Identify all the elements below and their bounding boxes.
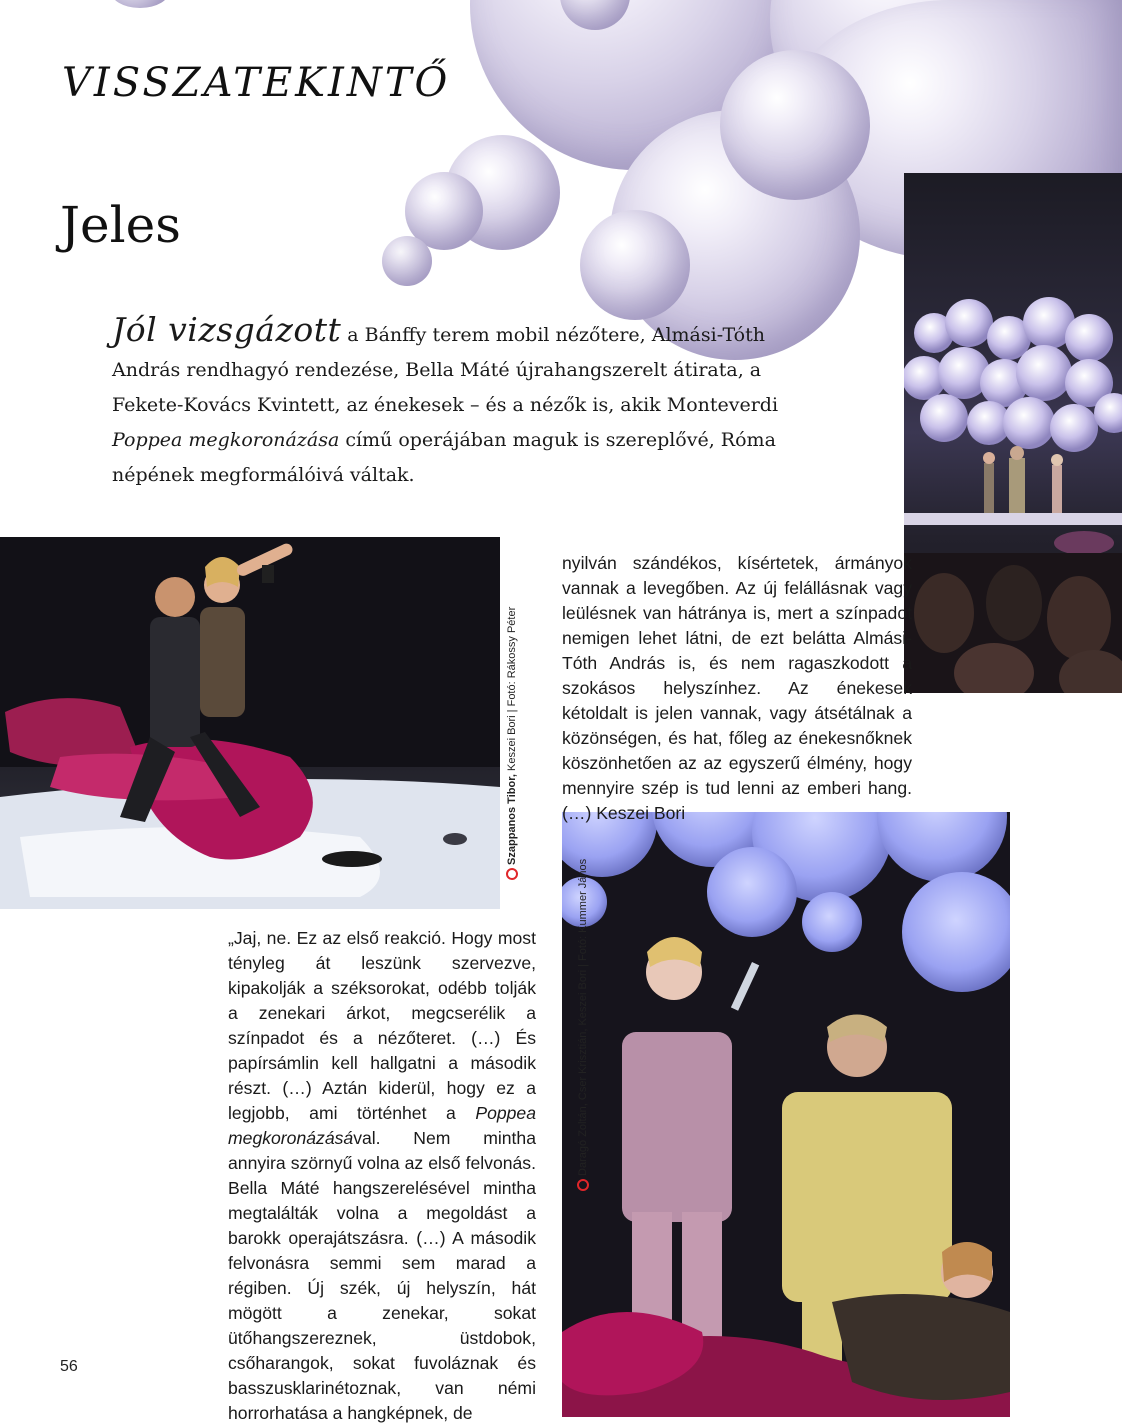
stage-photo-art — [904, 173, 1122, 693]
article-text-cont: val. Nem mintha annyira szörnyű volna az első felvonás. Bella Máté hangszerelésével mintha megtalálták volna a megoldást a barokk operajátszásra. (…) A második felvonásra semmi sem marad a régiben. Új szék, új helyszín, hát mögött a zenekar, sokat ütőhangszereznek, üstdobok, csőharangok, sokat fuvoláznak és basszusklarinétoznak, van némi horrorhatása a hangképnek, de — [228, 1128, 536, 1423]
lead-text: a Bánffy terem mobil nézőtere, Almási-Tóth András rendhagyó rendezése, Bella Máté újrahangszerelt átirata, a Fekete-Kovács Kvintett, az énekesek – és a nézők is, akik Monteverdi — [112, 324, 779, 416]
lead-paragraph — [112, 312, 802, 493]
stage-photo-dagger — [562, 812, 1010, 1417]
bottom-photo-caption-text: Daragó Zoltán, Cser Krisztián, Keszei Bori | Fotó: Kummer János — [577, 858, 589, 1176]
left-photo-caption — [506, 596, 518, 884]
caption-marker-icon — [577, 1179, 589, 1191]
section-label: VISSZATEKINTŐ — [62, 60, 451, 106]
lead-emphasis: Jól vizsgázott — [112, 310, 342, 349]
selfie-photo-art — [0, 537, 500, 909]
bottom-photo-caption — [577, 858, 589, 1195]
left-photo-caption-text: Keszei Bori | Fotó: Rákossy Péter — [506, 606, 518, 775]
article-title: Jeles — [60, 196, 181, 254]
dagger-photo-art — [562, 812, 1010, 1417]
lead-work-title: Poppea megkoronázása — [112, 429, 340, 451]
article-column-left — [228, 926, 536, 1426]
article-column-right: nyilván szándékos, kísértetek, ármányok vannak a levegőben. Az új felállásnak vagy leülésnek van hátránya is, mert a színpadot nemigen lehet látni, de ezt belátta Almási-Tóth András is, és nem ragaszkodott a szokásos helyszínhez. Az énekesek kétoldalt is jelen vannak, vagy átsétálnak a közönségen, és hat, főleg az énekesnőknek köszönhetően az az egyszerű élmény, hogy mennyire szép is tud lenni az emberi hang. (…) Keszei Bori — [562, 553, 912, 823]
stage-photo-selfie — [0, 537, 500, 909]
stage-photo-balloons — [904, 173, 1122, 693]
lead-text-end: című operájában maguk is szereplővé, Róma népének megformálóivá váltak. — [112, 429, 776, 486]
article-work-title: Poppea megkoronázásá — [228, 1103, 536, 1148]
left-photo-caption-bold: Szappanos Tibor, — [506, 774, 518, 865]
article-text: „Jaj, ne. Ez az első reakció. Hogy most tényleg át leszünk szervezve, kipakolják a széksorokat, odébb tolják a zenekari árkot, megcserélik a színpadot és a nézőteret. (…) És papírsámlin kell hallgatni a második részt. (…) Aztán kiderül, hogy ez a legjobb, ami történhet a — [228, 928, 536, 1123]
page-number: 56 — [60, 1358, 78, 1375]
caption-marker-icon — [506, 868, 518, 880]
